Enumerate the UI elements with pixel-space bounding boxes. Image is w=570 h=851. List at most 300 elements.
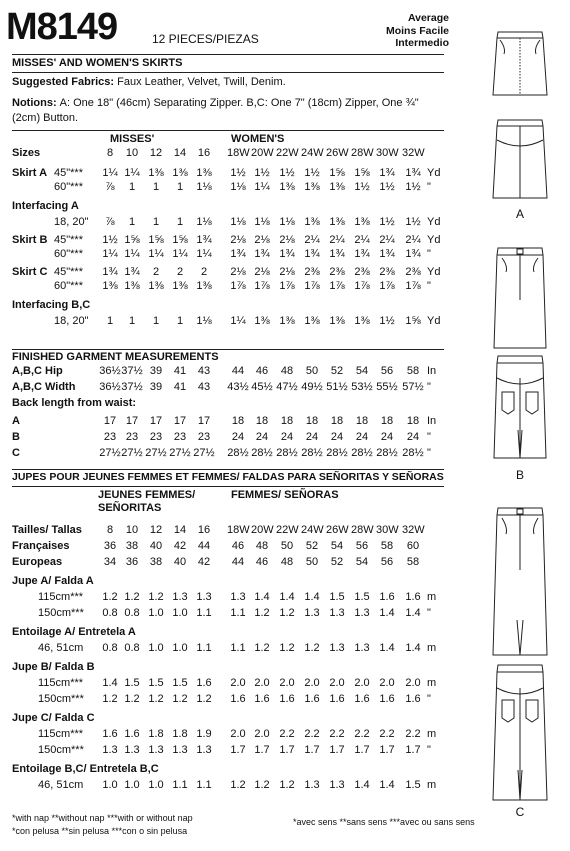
table-row [12,365,444,379]
table-cell: 18 [330,415,344,427]
table-cell: 42 [173,540,187,552]
table-row [12,575,444,589]
skirt-c-front-sketch [493,508,547,655]
table-cell: 1⅞ [405,280,421,292]
row-unit: Yd [427,167,441,179]
table-cell: 1¾ [279,248,295,260]
row-unit: " [427,607,431,619]
table-cell: 1.0 [124,779,140,791]
table-cell: 1.3 [329,607,345,619]
table-cell: 8 [106,524,114,536]
divider [12,72,444,73]
table-cell: 1.2 [172,693,188,705]
row-unit: " [427,280,431,292]
sketch-label-a: A [515,207,524,221]
table-cell: 1.6 [329,693,345,705]
table-cell: 36½ [99,381,121,393]
table-cell: 1⅛ [230,181,246,193]
table-cell: 1 [176,216,184,228]
table-cell: 46 [255,556,269,568]
table-cell: 1⅜ [329,216,345,228]
table-cell: ⅞ [105,216,115,228]
table-cell: 1.7 [304,744,320,756]
table-cell: 60 [406,540,420,552]
table-cell: ⅞ [105,181,115,193]
table-cell: 1.3 [354,642,370,654]
table-cell: 22W [276,147,299,159]
skirt-b-front-sketch [494,248,546,348]
table-cell: 1.4 [379,779,395,791]
pattern-number: M8149 [6,6,118,48]
table-cell: 1.2 [148,591,164,603]
table-row [12,677,444,691]
table-cell: 2¼ [304,234,320,246]
table-cell: 24 [330,431,344,443]
row-unit: m [427,677,437,689]
row-label: Sizes [12,147,41,159]
row-sublabel: 115cm*** [38,591,84,603]
table-cell: 1.0 [102,779,118,791]
table-cell: 1⅞ [304,280,320,292]
row-unit: " [427,744,431,756]
table-cell: 18 [406,415,420,427]
table-cell: 32W [402,524,425,536]
row-label: Skirt A [12,167,48,179]
table-cell: 1.3 [329,642,345,654]
table-row [12,299,444,313]
table-cell: 2⅜ [329,266,345,278]
table-cell: 24 [280,431,294,443]
table-cell: 1⅜ [329,181,345,193]
table-cell: 16 [197,147,211,159]
table-cell: 1.2 [279,779,295,791]
table-cell: 23 [173,431,187,443]
table-cell: 55½ [376,381,398,393]
row-label: A [12,415,20,427]
table-cell: 1¾ [304,248,320,260]
footnote-french: *avec sens **sans sens ***avec ou sans sens [293,817,475,827]
table-cell: 0.8 [124,642,140,654]
table-cell: 1.1 [196,607,212,619]
table-cell: 1⅝ [405,315,421,327]
table-cell: 18 [255,415,269,427]
french-spanish-heading: JUPES POUR JEUNES FEMMES ET FEMMES/ FALDAS PARA SEÑORITAS Y SEÑORAS [12,471,444,483]
table-cell: 14 [173,524,187,536]
table-cell: 23 [103,431,117,443]
table-cell: 1⅜ [124,280,140,292]
table-cell: 18 [231,415,245,427]
table-cell: 1.6 [304,693,320,705]
table-cell: 28½ [251,447,273,459]
skirt-b-back-sketch [494,356,546,458]
footnote-english: *with nap **without nap ***with or without nap [12,813,193,823]
row-sublabel: 46, 51cm [38,779,84,791]
sketch-label-b: B [515,468,524,482]
table-cell: 1⅜ [279,181,295,193]
table-cell: 24 [355,431,369,443]
row-unit: In [427,365,437,377]
row-sublabel: 18, 20" [54,315,89,327]
row-label: Tailles/ Tallas [12,524,82,536]
table-cell: 1⅞ [354,280,370,292]
table-cell: 1¾ [230,248,246,260]
table-cell: 2.0 [230,728,246,740]
table-cell: 1¼ [172,248,188,260]
table-cell: 17 [103,415,117,427]
table-cell: 2.2 [379,728,395,740]
table-cell: 47½ [276,381,298,393]
row-label: C [12,447,20,459]
table-cell: 26W [326,524,349,536]
table-cell: 1 [152,181,160,193]
table-cell: 42 [197,556,211,568]
table-cell: 1¼ [102,248,118,260]
table-cell: 1⅝ [148,234,164,246]
table-cell: 1¼ [254,181,270,193]
skirt-a-back-sketch [493,120,547,198]
table-cell: 17 [197,415,211,427]
table-cell: 1⅜ [196,167,212,179]
table-row [12,540,444,554]
table-cell: 0.8 [102,607,118,619]
table-cell: 39 [149,365,163,377]
table-cell: 18 [305,415,319,427]
table-cell: 1.8 [148,728,164,740]
table-cell: 54 [355,365,369,377]
table-row [12,181,444,195]
table-cell: 28½ [376,447,398,459]
table-cell: 1.0 [172,607,188,619]
table-cell: 14 [173,147,187,159]
table-cell: 2.0 [379,677,395,689]
table-cell: 1⅜ [279,315,295,327]
table-cell: 2.0 [304,677,320,689]
table-cell: 1⅞ [254,280,270,292]
table-cell: 0.8 [102,642,118,654]
table-cell: 1½ [279,167,295,179]
group-label-femmes: FEMMES/ SEÑORAS [231,489,339,501]
group-label-womens: WOMEN'S [231,133,285,145]
table-cell: 1⅞ [230,280,246,292]
table-cell: 1.6 [379,591,395,603]
fabrics-text: Faux Leather, Velvet, Twill, Denim. [114,76,286,88]
table-cell: 1¼ [124,167,140,179]
table-cell: 1¼ [230,315,246,327]
table-cell: 1.2 [279,642,295,654]
table-cell: 41 [173,381,187,393]
table-cell: 1.3 [230,591,246,603]
table-cell: 27½ [99,447,121,459]
table-cell: 46 [255,365,269,377]
table-cell: 2.0 [230,677,246,689]
table-row [12,591,444,605]
table-cell: 24 [231,431,245,443]
table-row [12,280,444,294]
level-en: Average [407,12,449,24]
row-label: Jupe B/ Falda B [12,661,95,673]
row-label: Skirt C [12,266,48,278]
table-cell: 28½ [276,447,298,459]
table-cell: 2⅛ [279,234,295,246]
table-cell: 1.2 [148,693,164,705]
table-cell: 28½ [227,447,249,459]
table-cell: 17 [149,415,163,427]
table-cell: 1⅝ [172,234,188,246]
table-cell: 1.7 [254,744,270,756]
table-cell: 1½ [379,315,395,327]
table-cell: 1 [128,216,136,228]
table-cell: 28½ [351,447,373,459]
table-cell: 1.4 [254,591,270,603]
level-fr: Moins Facile [385,24,449,37]
skirt-a-front-sketch [493,32,547,95]
table-cell: 1⅛ [254,216,270,228]
table-cell: 1.2 [196,693,212,705]
table-row [12,728,444,742]
table-cell: 54 [330,540,344,552]
table-cell: 2.2 [279,728,295,740]
table-row [12,315,444,329]
table-cell: 1¾ [102,266,118,278]
table-cell: 2⅛ [279,266,295,278]
table-cell: 1⅛ [196,181,212,193]
table-cell: 1.3 [329,779,345,791]
table-cell: 1.3 [124,744,140,756]
table-cell: 2.2 [354,728,370,740]
table-cell: 1¾ [379,167,395,179]
divider [12,54,444,55]
table-cell: 27½ [121,447,143,459]
table-cell: 2 [152,266,160,278]
table-cell: 27½ [145,447,167,459]
row-unit: In [427,415,437,427]
table-cell: 1 [152,216,160,228]
table-cell: 2⅛ [230,234,246,246]
table-cell: 1½ [354,181,370,193]
table-cell: 1½ [254,167,270,179]
pieces-count: 12 PIECES/PIEZAS [152,32,259,46]
table-row [12,763,444,777]
table-cell: 2.0 [405,677,421,689]
table-cell: 24 [406,431,420,443]
table-cell: 57½ [402,381,424,393]
table-row [12,397,444,411]
table-cell: 1 [128,181,136,193]
table-cell: 1⅜ [304,216,320,228]
table-cell: 18 [280,415,294,427]
level-es: Intermedio [395,37,449,49]
table-cell: 24 [305,431,319,443]
table-cell: 16 [197,524,211,536]
table-cell: 1.6 [196,677,212,689]
table-cell: 1¾ [329,248,345,260]
table-cell: 1.6 [405,591,421,603]
table-cell: 28½ [326,447,348,459]
row-unit: Yd [427,266,441,278]
table-cell: 1.6 [230,693,246,705]
table-cell: 28½ [301,447,323,459]
table-cell: 58 [406,365,420,377]
table-cell: 38 [125,540,139,552]
table-cell: 1⅜ [196,280,212,292]
row-sublabel: 46, 51cm [38,642,84,654]
table-cell: 1¾ [405,167,421,179]
table-cell: 1¾ [354,248,370,260]
table-cell: 1⅜ [354,315,370,327]
table-cell: 1.0 [148,607,164,619]
table-cell: 52 [330,365,344,377]
table-cell: 1 [106,315,114,327]
table-cell: 1.2 [230,779,246,791]
table-cell: 1.6 [279,693,295,705]
table-row [12,415,444,429]
row-sublabel: 150cm*** [38,693,84,705]
table-cell: 1.7 [230,744,246,756]
group-label-misses: MISSES' [110,133,155,145]
table-cell: 18W [227,524,250,536]
row-unit: Yd [427,315,441,327]
table-row [12,607,444,621]
divider [12,349,444,350]
table-cell: 2.0 [354,677,370,689]
table-cell: 1.4 [279,591,295,603]
skirt-c-back-sketch [493,665,547,800]
table-cell: 1.5 [172,677,188,689]
row-unit: m [427,642,437,654]
table-cell: 34 [103,556,117,568]
table-cell: 50 [280,540,294,552]
table-cell: 1⅝ [354,167,370,179]
table-cell: 2⅜ [379,266,395,278]
table-cell: 43 [197,381,211,393]
table-cell: 1.5 [354,591,370,603]
table-cell: 1.3 [304,607,320,619]
table-cell: 2⅜ [354,266,370,278]
row-sublabel: 115cm*** [38,728,84,740]
table-cell: 50 [305,365,319,377]
table-cell: 17 [173,415,187,427]
table-cell: 12 [149,524,163,536]
table-cell: 1.3 [304,779,320,791]
table-cell: 18 [380,415,394,427]
table-cell: 1.1 [230,607,246,619]
table-cell: 1⅜ [172,280,188,292]
table-cell: 1.1 [196,642,212,654]
table-cell: 1⅝ [329,167,345,179]
row-sublabel: 18, 20" [54,216,89,228]
table-cell: 1 [152,315,160,327]
row-unit: " [427,248,431,260]
table-row [12,556,444,570]
table-cell: 18W [227,147,250,159]
table-cell: 1⅛ [230,216,246,228]
table-cell: 20W [251,524,274,536]
table-cell: 1.7 [354,744,370,756]
table-cell: 28W [351,524,374,536]
divider [12,130,444,131]
divider [12,486,444,487]
finished-measurements-table [12,365,444,465]
table-cell: 24 [380,431,394,443]
suggested-fabrics [12,76,286,88]
table-row [12,167,444,181]
table-cell: 24W [301,147,324,159]
sketch-label-c: C [515,805,525,819]
table-cell: 1.5 [148,677,164,689]
table-cell: 1.2 [254,779,270,791]
table-cell: 1.2 [279,607,295,619]
table-cell: 10 [125,524,139,536]
table-cell: 27½ [193,447,215,459]
table-cell: 1.2 [304,642,320,654]
table-cell: 1.6 [124,728,140,740]
table-cell: 1.0 [148,779,164,791]
table-cell: 20W [251,147,274,159]
table-cell: 1.4 [354,779,370,791]
skirt-sketches [480,0,570,851]
table-cell: 1⅛ [196,315,212,327]
group-label-jeunes-1: JEUNES FEMMES/ [98,489,196,501]
table-cell: 1.7 [379,744,395,756]
table-cell: 1.5 [405,779,421,791]
table-cell: 1.8 [172,728,188,740]
table-cell: 36½ [99,365,121,377]
table-cell: 30W [376,524,399,536]
table-cell: 1.6 [102,728,118,740]
table-cell: 1.7 [279,744,295,756]
table-cell: 1½ [304,167,320,179]
table-cell: 1¾ [124,266,140,278]
table-cell: 1¾ [196,234,212,246]
table-cell: 43½ [227,381,249,393]
table-cell: 56 [355,540,369,552]
table-cell: 38 [149,556,163,568]
row-label: Back length from waist: [12,397,137,409]
table-cell: 53½ [351,381,373,393]
table-cell: 2 [176,266,184,278]
table-cell: 56 [380,365,394,377]
table-cell: 1.3 [172,744,188,756]
table-cell: 28½ [402,447,424,459]
table-cell: 1.2 [124,591,140,603]
row-unit: " [427,431,431,443]
table-cell: 1½ [405,181,421,193]
table-cell: 1.4 [379,607,395,619]
table-cell: 44 [197,540,211,552]
row-unit: " [427,381,431,393]
table-cell: 1½ [379,181,395,193]
table-cell: 1.2 [102,591,118,603]
table-cell: 1½ [102,234,118,246]
table-cell: 1⅝ [124,234,140,246]
table-cell: 1⅜ [354,216,370,228]
table-cell: 36 [103,540,117,552]
table-cell: 1⅜ [304,315,320,327]
table-cell: 1.6 [354,693,370,705]
table-cell: 23 [125,431,139,443]
table-cell: 1⅜ [304,181,320,193]
table-cell: 1.2 [254,607,270,619]
row-unit: m [427,591,437,603]
table-cell: 26W [326,147,349,159]
table-row [12,642,444,656]
table-cell: 2.2 [329,728,345,740]
table-cell: 2.0 [254,728,270,740]
row-unit: " [427,447,431,459]
footnote-spanish: *con pelusa **sin pelusa ***con o sin pelusa [12,826,188,836]
table-cell: 23 [197,431,211,443]
row-sublabel: 115cm*** [38,677,84,689]
